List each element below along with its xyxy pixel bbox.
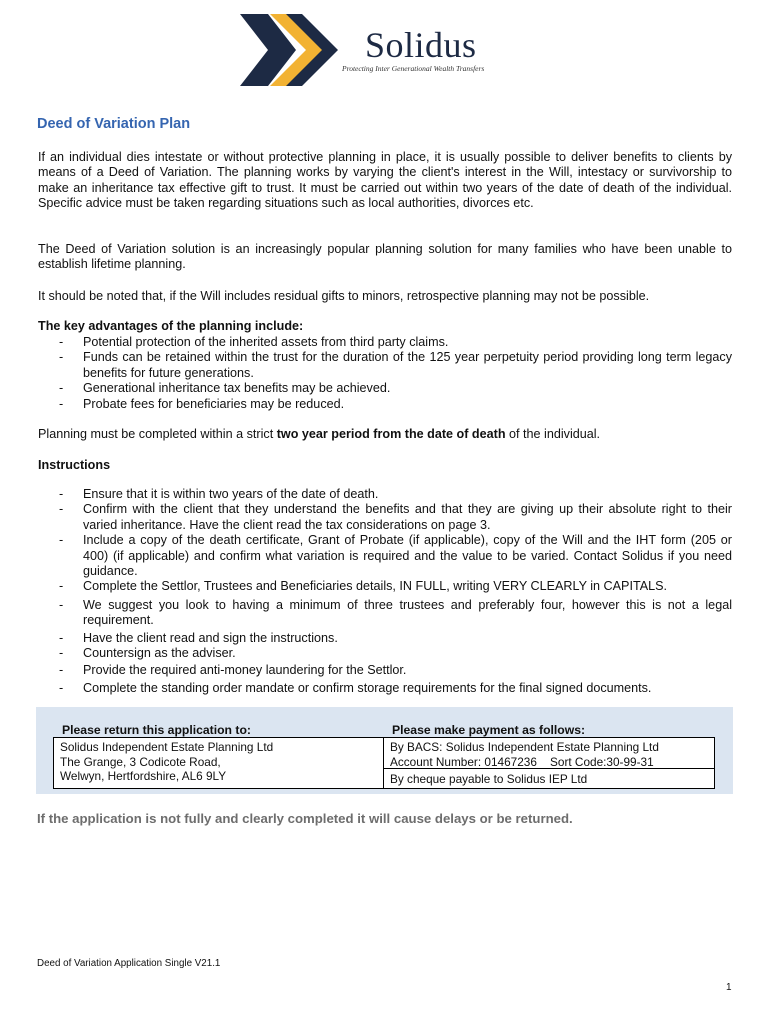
return-address-cell — [53, 737, 384, 789]
bacs-line: By BACS: Solidus Independent Estate Planning Ltd — [390, 740, 659, 754]
incomplete-warning: If the application is not fully and clearly completed it will cause delays or be returned. — [37, 811, 573, 826]
chevron-logo-icon — [240, 14, 350, 86]
list-item: - Provide the required anti-money laundering for the Settlor. — [38, 663, 732, 678]
brand-name: Solidus — [365, 25, 477, 65]
address-line: Welwyn, Hertfordshire, AL6 9LY — [60, 769, 227, 783]
list-item: - Complete the Settlor, Trustees and Beneficiaries details, IN FULL, writing VERY CLEARLY in CAPITALS. — [38, 579, 732, 594]
solution-paragraph: The Deed of Variation solution is an increasingly popular planning solution for many families who have been unable to establish lifetime planning. — [38, 242, 732, 272]
return-title: Please return this application to: — [62, 723, 251, 737]
deadline-prefix: Planning must be completed within a strict — [38, 427, 274, 441]
intro-paragraph: If an individual dies intestate or without protective planning in place, it is usually possible to deliver benefits to clients by means of a Deed of Variation. The planning works by varying the client's interest in the Will, intestacy or survivorship to make an inheritance tax effective gift to trust. It must be carried out within two years of the date of death of the individual. Specific advice must be taken regarding situations such as local authorities, divorces etc. — [38, 150, 732, 211]
list-item: - Potential protection of the inherited assets from third party claims. — [38, 335, 732, 350]
list-item: - We suggest you look to having a minimum of three trustees and preferably four, however this is not a legal requirement. — [38, 598, 732, 629]
instructions-heading: Instructions — [38, 458, 111, 472]
note-paragraph: It should be noted that, if the Will includes residual gifts to minors, retrospective planning may not be possible. — [38, 289, 650, 303]
return-payment-box — [36, 707, 733, 794]
payment-title: Please make payment as follows: — [392, 723, 586, 737]
bacs-payment-cell — [383, 737, 715, 769]
address-line: Solidus Independent Estate Planning Ltd — [60, 740, 274, 754]
advantages-list — [38, 335, 732, 412]
deadline-suffix: of the individual. — [509, 427, 601, 441]
brand-tagline: Protecting Inter Generational Wealth Transfers — [342, 64, 485, 73]
account-line: Account Number: 01467236 Sort Code:30-99-31 — [390, 754, 654, 769]
list-item: - Confirm with the client that they understand the benefits and that they are giving up their absolute right to their varied inheritance. Have the client read the tax considerations on page 3. — [38, 502, 732, 533]
address-line: The Grange, 3 Codicote Road, — [60, 754, 221, 769]
deadline-emphasis: two year period from the date of death — [276, 427, 506, 441]
instructions-list — [38, 487, 732, 696]
list-item: - Funds can be retained within the trust for the duration of the 125 year perpetuity period providing long term legacy benefits for future generations. — [38, 350, 732, 381]
document-reference: Deed of Variation Application Single V21.1 — [37, 958, 221, 969]
advantages-heading: The key advantages of the planning include: — [38, 319, 304, 333]
list-item: - Have the client read and sign the instructions. — [38, 631, 732, 646]
list-item: - Probate fees for beneficiaries may be reduced. — [38, 397, 732, 412]
list-item: - Generational inheritance tax benefits may be achieved. — [38, 381, 732, 396]
cheque-payment-cell — [383, 768, 715, 789]
cheque-line: By cheque payable to Solidus IEP Ltd — [390, 772, 588, 786]
list-item: - Include a copy of the death certificate, Grant of Probate (if applicable), copy of the Will and the IHT form (205 or 400) (if applicable) and confirm what variation is required and the value to be varied. Contact Solidus if you need guidance. — [38, 533, 732, 579]
solidus-logo — [240, 14, 520, 86]
list-item: - Countersign as the adviser. — [38, 646, 732, 661]
list-item: - Ensure that it is within two years of the date of death. — [38, 487, 732, 502]
page-number: 1 — [726, 982, 732, 993]
list-item: - Complete the standing order mandate or confirm storage requirements for the final signed documents. — [38, 681, 732, 696]
deadline-paragraph — [38, 427, 732, 442]
page-title: Deed of Variation Plan — [37, 116, 191, 132]
